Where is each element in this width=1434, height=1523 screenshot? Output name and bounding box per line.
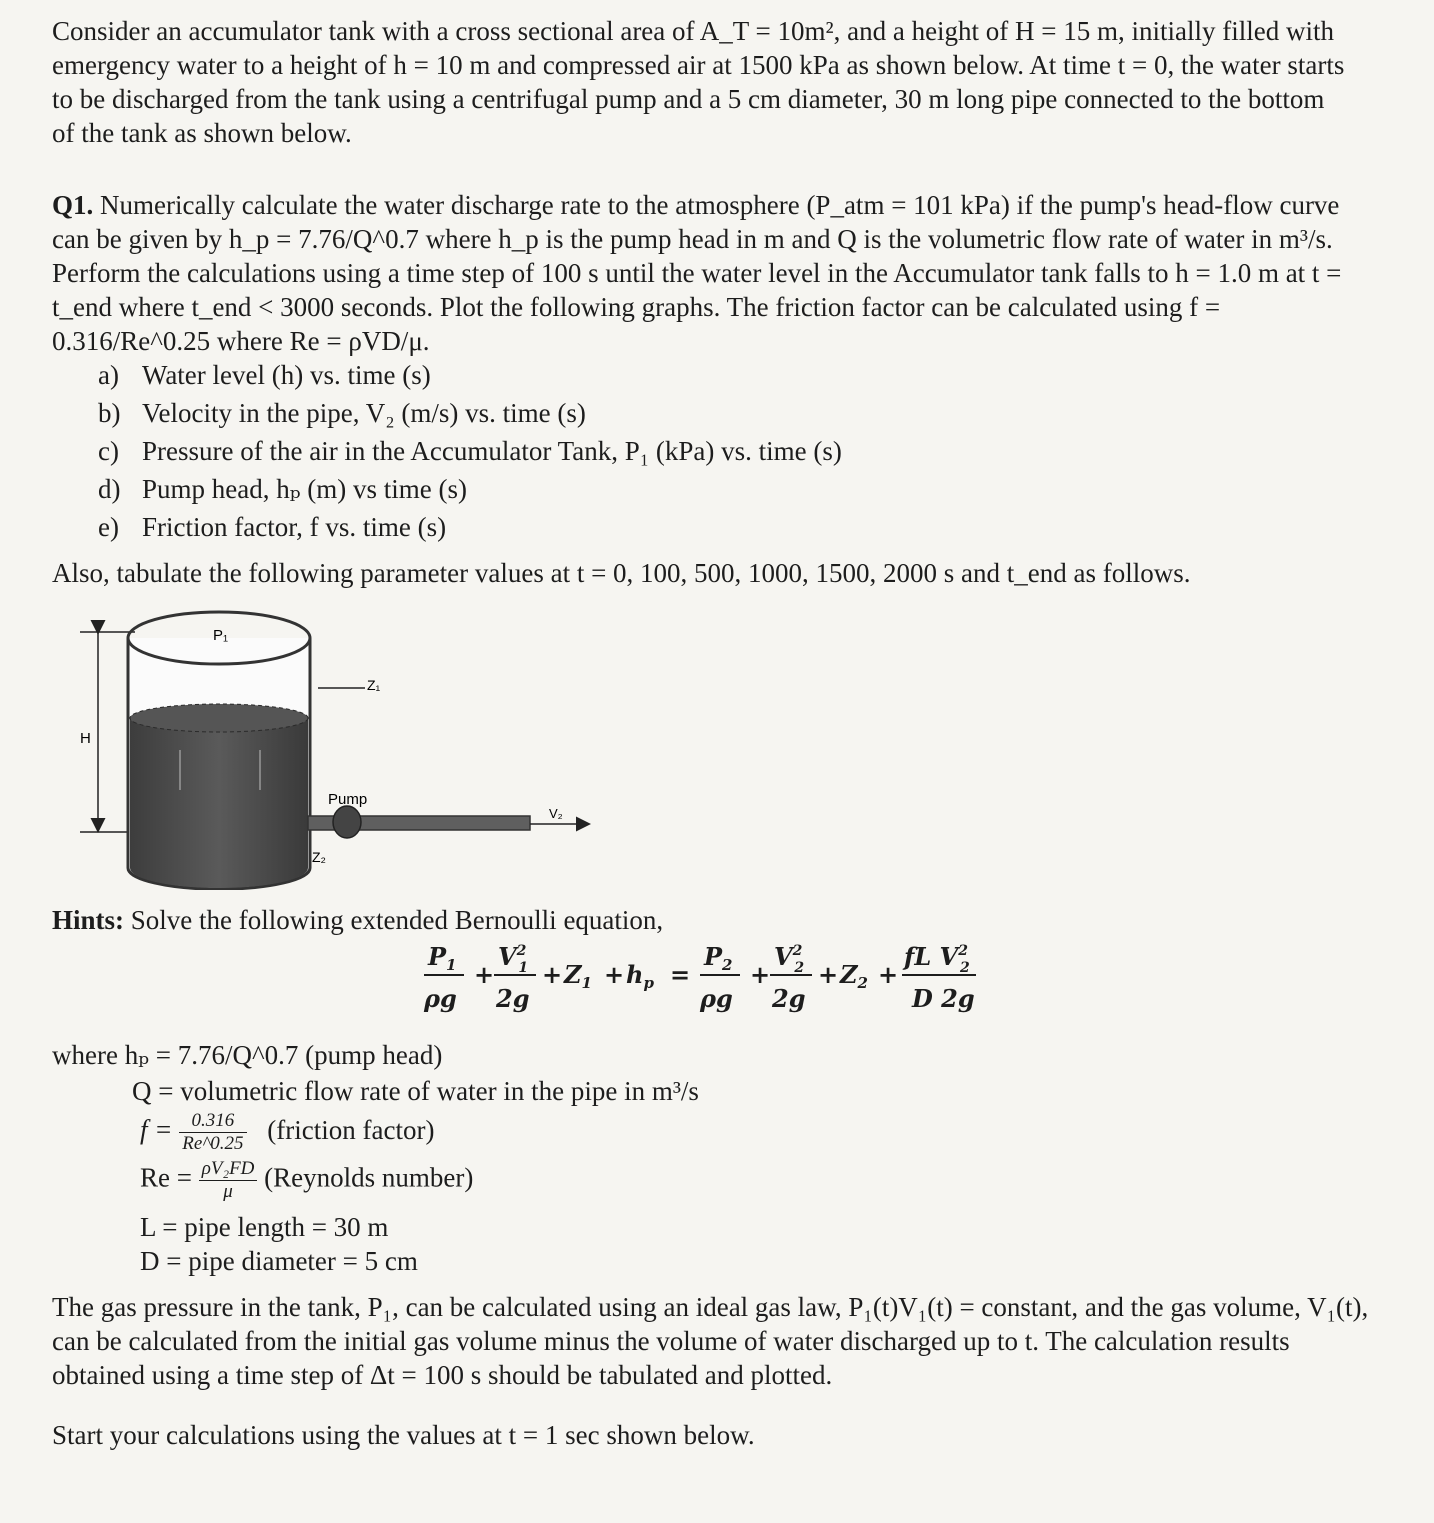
friction-numerator: 0.316: [179, 1110, 246, 1133]
plot-item-d: [98, 470, 842, 508]
plot-item-text: Friction factor, f vs. time (s): [142, 512, 447, 542]
def-reynolds: [140, 1158, 473, 1203]
plot-item-label: d): [98, 474, 121, 504]
plot-item-label: c): [98, 436, 119, 466]
svg-text:=: =: [670, 960, 691, 989]
friction-denominator: Re^0.25: [182, 1133, 244, 1154]
z2-label: Z₂: [312, 849, 326, 865]
question-1-label: Q1.: [52, 190, 94, 220]
svg-text:+: +: [818, 960, 839, 989]
question-1: [52, 188, 1352, 358]
svg-text:ρg: ρg: [700, 984, 733, 1013]
start-instruction: Start your calculations using the values at t = 1 sec shown below.: [52, 1420, 755, 1450]
reynolds-prefix: Re =: [140, 1162, 192, 1193]
pump-icon: [333, 806, 361, 838]
def-pipe-length: L = pipe length = 30 m: [140, 1212, 389, 1242]
reynolds-denominator: μ: [223, 1181, 233, 1202]
hints-label: Hints:: [52, 905, 125, 935]
v2-label: V₂: [549, 806, 563, 821]
svg-text:P1: $P_1$: [428, 942, 457, 974]
pump-label: Pump: [328, 791, 368, 808]
reynolds-fraction: [199, 1158, 258, 1203]
svg-text:+: +: [604, 960, 625, 989]
h-label: H: [80, 730, 91, 747]
svg-text:P2: $P_2$: [704, 942, 733, 974]
friction-note: (friction factor): [267, 1114, 435, 1145]
svg-text:Z2: $Z_2$: [840, 960, 868, 992]
plot-item-c: [98, 432, 842, 470]
problem-intro: Consider an accumulator tank with a cross sectional area of A_T = 10m², and a height of H = 15 m, initially filled with emergency water to a height of h = 10 m and compressed air at 1500 kPa as shown below. At time t = 0, the water starts to be discharged from the tank using a centrifugal pump and a 5 cm diameter, 30 m long pipe connected to the bottom of the tank as shown below.: [52, 16, 1345, 148]
def-pump-head: where hₚ = 7.76/Q^0.7 (pump head): [52, 1040, 443, 1070]
plot-item-text: Pressure of the air in the Accumulator Tank, P₁ (kPa) vs. time (s): [142, 436, 842, 466]
svg-text:+: +: [878, 960, 899, 989]
plot-item-text: Pump head, hₚ (m) vs time (s): [142, 474, 468, 504]
gas-pressure-paragraph: The gas pressure in the tank, P₁, can be calculated using an ideal gas law, P₁(t)V₁(t) = constant, and the gas volume, V₁(t), can be calculated from the initial gas volume minus the volume of water discharged up to t. The calculation results obtained using a time step of Δt = 100 s should be tabulated and plotted.: [52, 1292, 1369, 1390]
hints-text: Solve the following extended Bernoulli equation,: [130, 905, 664, 935]
svg-text:hp: $h_p$: [626, 960, 654, 992]
plot-item-a: [98, 356, 842, 394]
svg-text:D 2g: D 2g: [912, 984, 975, 1013]
accumulator-tank-diagram: [60, 600, 620, 890]
reynolds-note: (Reynolds number): [264, 1162, 474, 1193]
svg-text:+: +: [542, 960, 563, 989]
friction-fraction: [179, 1110, 246, 1155]
svg-text:ρg: ρg: [424, 984, 457, 1013]
plot-item-label: a): [98, 360, 119, 390]
plot-item-e: [98, 508, 842, 546]
svg-text:fL V22: fL $V^2$ 2: [904, 942, 970, 976]
plot-list: [98, 356, 842, 546]
svg-text:+: +: [750, 960, 771, 989]
svg-text:V21: $V^2$ 1: [498, 942, 529, 976]
water-region: [130, 718, 308, 888]
plot-item-text: Velocity in the pipe, V₂ (m/s) vs. time (s): [142, 398, 586, 428]
def-flow-rate: Q = volumetric flow rate of water in the pipe in m³/s: [132, 1076, 699, 1106]
svg-text:+: +: [474, 960, 495, 989]
svg-text:V22: $V^2$ 2: [774, 942, 805, 976]
hints-line: [52, 905, 663, 936]
question-1-text: Numerically calculate the water discharge rate to the atmosphere (P_atm = 101 kPa) if the pump's head-flow curve can be given by h_p = 7.76/Q^0.7 where h_p is the pump head in m and Q is the volumetric flow rate of water in m³/s. Perform the calculations using a time step of 100 s until the water level in the Accumulator tank falls to h = 1.0 m at t = t_end where t_end < 3000 seconds. Plot the following graphs. The friction factor can be calculated using f = 0.316/Re^0.25 where Re = ρVD/μ.: [52, 190, 1342, 356]
plot-item-label: b): [98, 398, 121, 428]
def-friction-factor: [140, 1110, 434, 1155]
plot-item-text: Water level (h) vs. time (s): [142, 360, 431, 390]
tabulate-instruction: Also, tabulate the following parameter values at t = 0, 100, 500, 1000, 1500, 2000 s and t_end as follows.: [52, 558, 1191, 588]
z1-label: Z₁: [367, 677, 381, 693]
p1-label: P₁: [213, 627, 229, 644]
reynolds-numerator: ρV₂FD: [199, 1158, 258, 1181]
friction-prefix: f =: [140, 1114, 173, 1145]
def-pipe-diameter: D = pipe diameter = 5 cm: [140, 1246, 418, 1276]
plot-item-label: e): [98, 512, 119, 542]
svg-text:2g: 2g: [496, 984, 530, 1013]
plot-item-b: [98, 394, 842, 432]
bernoulli-equation: [420, 935, 1020, 1025]
svg-text:Z1: $Z_1$: [564, 960, 592, 992]
svg-text:2g: 2g: [772, 984, 806, 1013]
